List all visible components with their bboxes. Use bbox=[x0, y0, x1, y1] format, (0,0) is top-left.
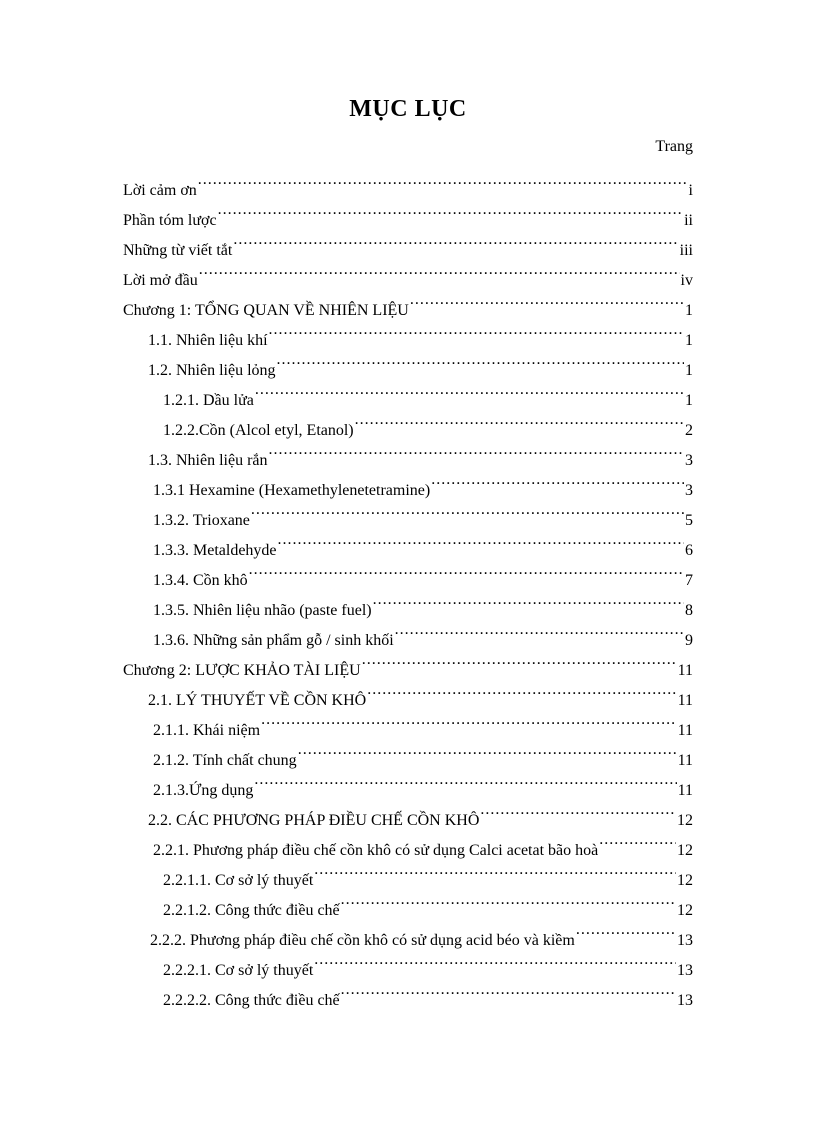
toc-entry-label: 2.1. LÝ THUYẾT VỀ CỒN KHÔ bbox=[148, 692, 367, 709]
toc-entry-label: 2.2. CÁC PHƯƠNG PHÁP ĐIỀU CHẾ CỒN KHÔ bbox=[148, 812, 480, 829]
toc-entry-page: 2 bbox=[685, 422, 693, 439]
toc-entry-page: 5 bbox=[685, 512, 693, 529]
toc-entry-page: 1 bbox=[685, 392, 693, 409]
toc-entry-label: Chương 2: LƯỢC KHẢO TÀI LIỆU bbox=[123, 662, 361, 679]
toc-entry-page: 12 bbox=[677, 842, 693, 859]
toc-entry-page: 1 bbox=[685, 302, 693, 319]
toc-entry-page: 13 bbox=[677, 992, 693, 1009]
dot-leader bbox=[410, 285, 684, 315]
toc-entry-page: 9 bbox=[685, 632, 693, 649]
dot-leader bbox=[576, 915, 676, 945]
toc-entry-page: 12 bbox=[677, 872, 693, 889]
page-column-label: Trang bbox=[655, 138, 693, 155]
toc-entry-page: iv bbox=[680, 272, 693, 289]
table-of-contents bbox=[123, 165, 693, 1009]
toc-entry-label: 1.3.2. Trioxane bbox=[153, 512, 250, 529]
dot-leader bbox=[218, 195, 684, 225]
toc-entry-label: 1.3.4. Cồn khô bbox=[153, 572, 248, 589]
toc-entry-label: 2.2.1.1. Cơ sở lý thuyết bbox=[163, 872, 314, 889]
toc-entry-page: 12 bbox=[677, 902, 693, 919]
toc-entry-label: 1.3.6. Những sản phẩm gỗ / sinh khối bbox=[153, 632, 394, 649]
toc-entry-page: 6 bbox=[685, 542, 693, 559]
toc-entry-page: 11 bbox=[677, 722, 693, 739]
dot-leader bbox=[199, 255, 680, 285]
toc-entry-page: ii bbox=[684, 212, 693, 229]
toc-entry-label: 1.2.2.Cồn (Alcol etyl, Etanol) bbox=[163, 422, 354, 439]
dot-leader bbox=[198, 165, 688, 195]
dot-leader bbox=[254, 765, 676, 795]
toc-entry-page: 1 bbox=[685, 362, 693, 379]
toc-entry-label: 2.2.1.2. Công thức điều chế bbox=[163, 902, 340, 919]
dot-leader bbox=[362, 645, 677, 675]
toc-entry-label: 1.2. Nhiên liệu lỏng bbox=[148, 362, 276, 379]
page-title: MỤC LỤC bbox=[349, 96, 467, 122]
toc-entry-label: Lời cảm ơn bbox=[123, 182, 197, 199]
toc-entry-page: 3 bbox=[685, 452, 693, 469]
toc-entry-label: 2.1.3.Ứng dụng bbox=[153, 782, 254, 799]
toc-entry-label: 1.2.1. Dầu lửa bbox=[163, 392, 254, 409]
toc-entry-label: 1.3. Nhiên liệu rắn bbox=[148, 452, 268, 469]
dot-leader bbox=[249, 555, 684, 585]
toc-entry-label: 2.2.1. Phương pháp điều chế cồn khô có sử dụng Calci acetat bão hoà bbox=[153, 842, 599, 859]
toc-entry-label: 2.2.2.2. Công thức điều chế bbox=[163, 992, 340, 1009]
toc-entry-page: 1 bbox=[685, 332, 693, 349]
dot-leader bbox=[251, 495, 684, 525]
toc-entry-label: 2.2.2.1. Cơ sở lý thuyết bbox=[163, 962, 314, 979]
toc-entry[interactable] bbox=[123, 255, 693, 289]
toc-entry-page: 11 bbox=[677, 662, 693, 679]
toc-entry-page: 11 bbox=[677, 752, 693, 769]
dot-leader bbox=[233, 225, 678, 255]
dot-leader bbox=[355, 405, 684, 435]
toc-entry-label: 2.1.2. Tính chất chung bbox=[153, 752, 297, 769]
toc-entry-page: i bbox=[688, 182, 693, 199]
toc-entry-page: 13 bbox=[677, 932, 693, 949]
toc-entry-label: 1.3.5. Nhiên liệu nhão (paste fuel) bbox=[153, 602, 372, 619]
toc-entry-page: 3 bbox=[685, 482, 693, 499]
toc-entry-page: 7 bbox=[685, 572, 693, 589]
dot-leader bbox=[277, 345, 684, 375]
toc-entry-label: Phần tóm lược bbox=[123, 212, 217, 229]
dot-leader bbox=[269, 315, 684, 345]
dot-leader bbox=[314, 945, 676, 975]
dot-leader bbox=[269, 435, 684, 465]
toc-entry-page: iii bbox=[679, 242, 693, 259]
toc-entry-label: Chương 1: TỔNG QUAN VỀ NHIÊN LIỆU bbox=[123, 302, 409, 319]
dot-leader bbox=[480, 795, 676, 825]
toc-entry-page: 11 bbox=[677, 692, 693, 709]
toc-entry[interactable] bbox=[123, 285, 693, 319]
dot-leader bbox=[314, 855, 676, 885]
dot-leader bbox=[298, 735, 677, 765]
dot-leader bbox=[261, 705, 677, 735]
dot-leader bbox=[373, 585, 684, 615]
toc-entry-label: 1.1. Nhiên liệu khí bbox=[148, 332, 268, 349]
dot-leader bbox=[367, 675, 676, 705]
dot-leader bbox=[599, 825, 676, 855]
toc-entry-page: 13 bbox=[677, 962, 693, 979]
toc-entry[interactable] bbox=[123, 195, 693, 229]
toc-entry-page: 12 bbox=[677, 812, 693, 829]
toc-entry-label: Những từ viết tắt bbox=[123, 242, 233, 259]
toc-entry-label: 1.3.3. Metaldehyde bbox=[153, 542, 277, 559]
dot-leader bbox=[341, 885, 676, 915]
toc-entry-label: 1.3.1 Hexamine (Hexamethylenetetramine) bbox=[153, 482, 431, 499]
toc-entry-page: 8 bbox=[685, 602, 693, 619]
dot-leader bbox=[278, 525, 684, 555]
dot-leader bbox=[255, 375, 684, 405]
toc-entry-label: 2.2.2. Phương pháp điều chế cồn khô có sử dụng acid béo và kiềm bbox=[150, 932, 575, 949]
dot-leader bbox=[395, 615, 684, 645]
dot-leader bbox=[341, 975, 676, 1005]
toc-entry-page: 11 bbox=[677, 782, 693, 799]
toc-entry[interactable] bbox=[123, 165, 693, 199]
toc-entry-label: 2.1.1. Khái niệm bbox=[153, 722, 261, 739]
dot-leader bbox=[431, 465, 684, 495]
toc-entry-label: Lời mở đầu bbox=[123, 272, 198, 289]
